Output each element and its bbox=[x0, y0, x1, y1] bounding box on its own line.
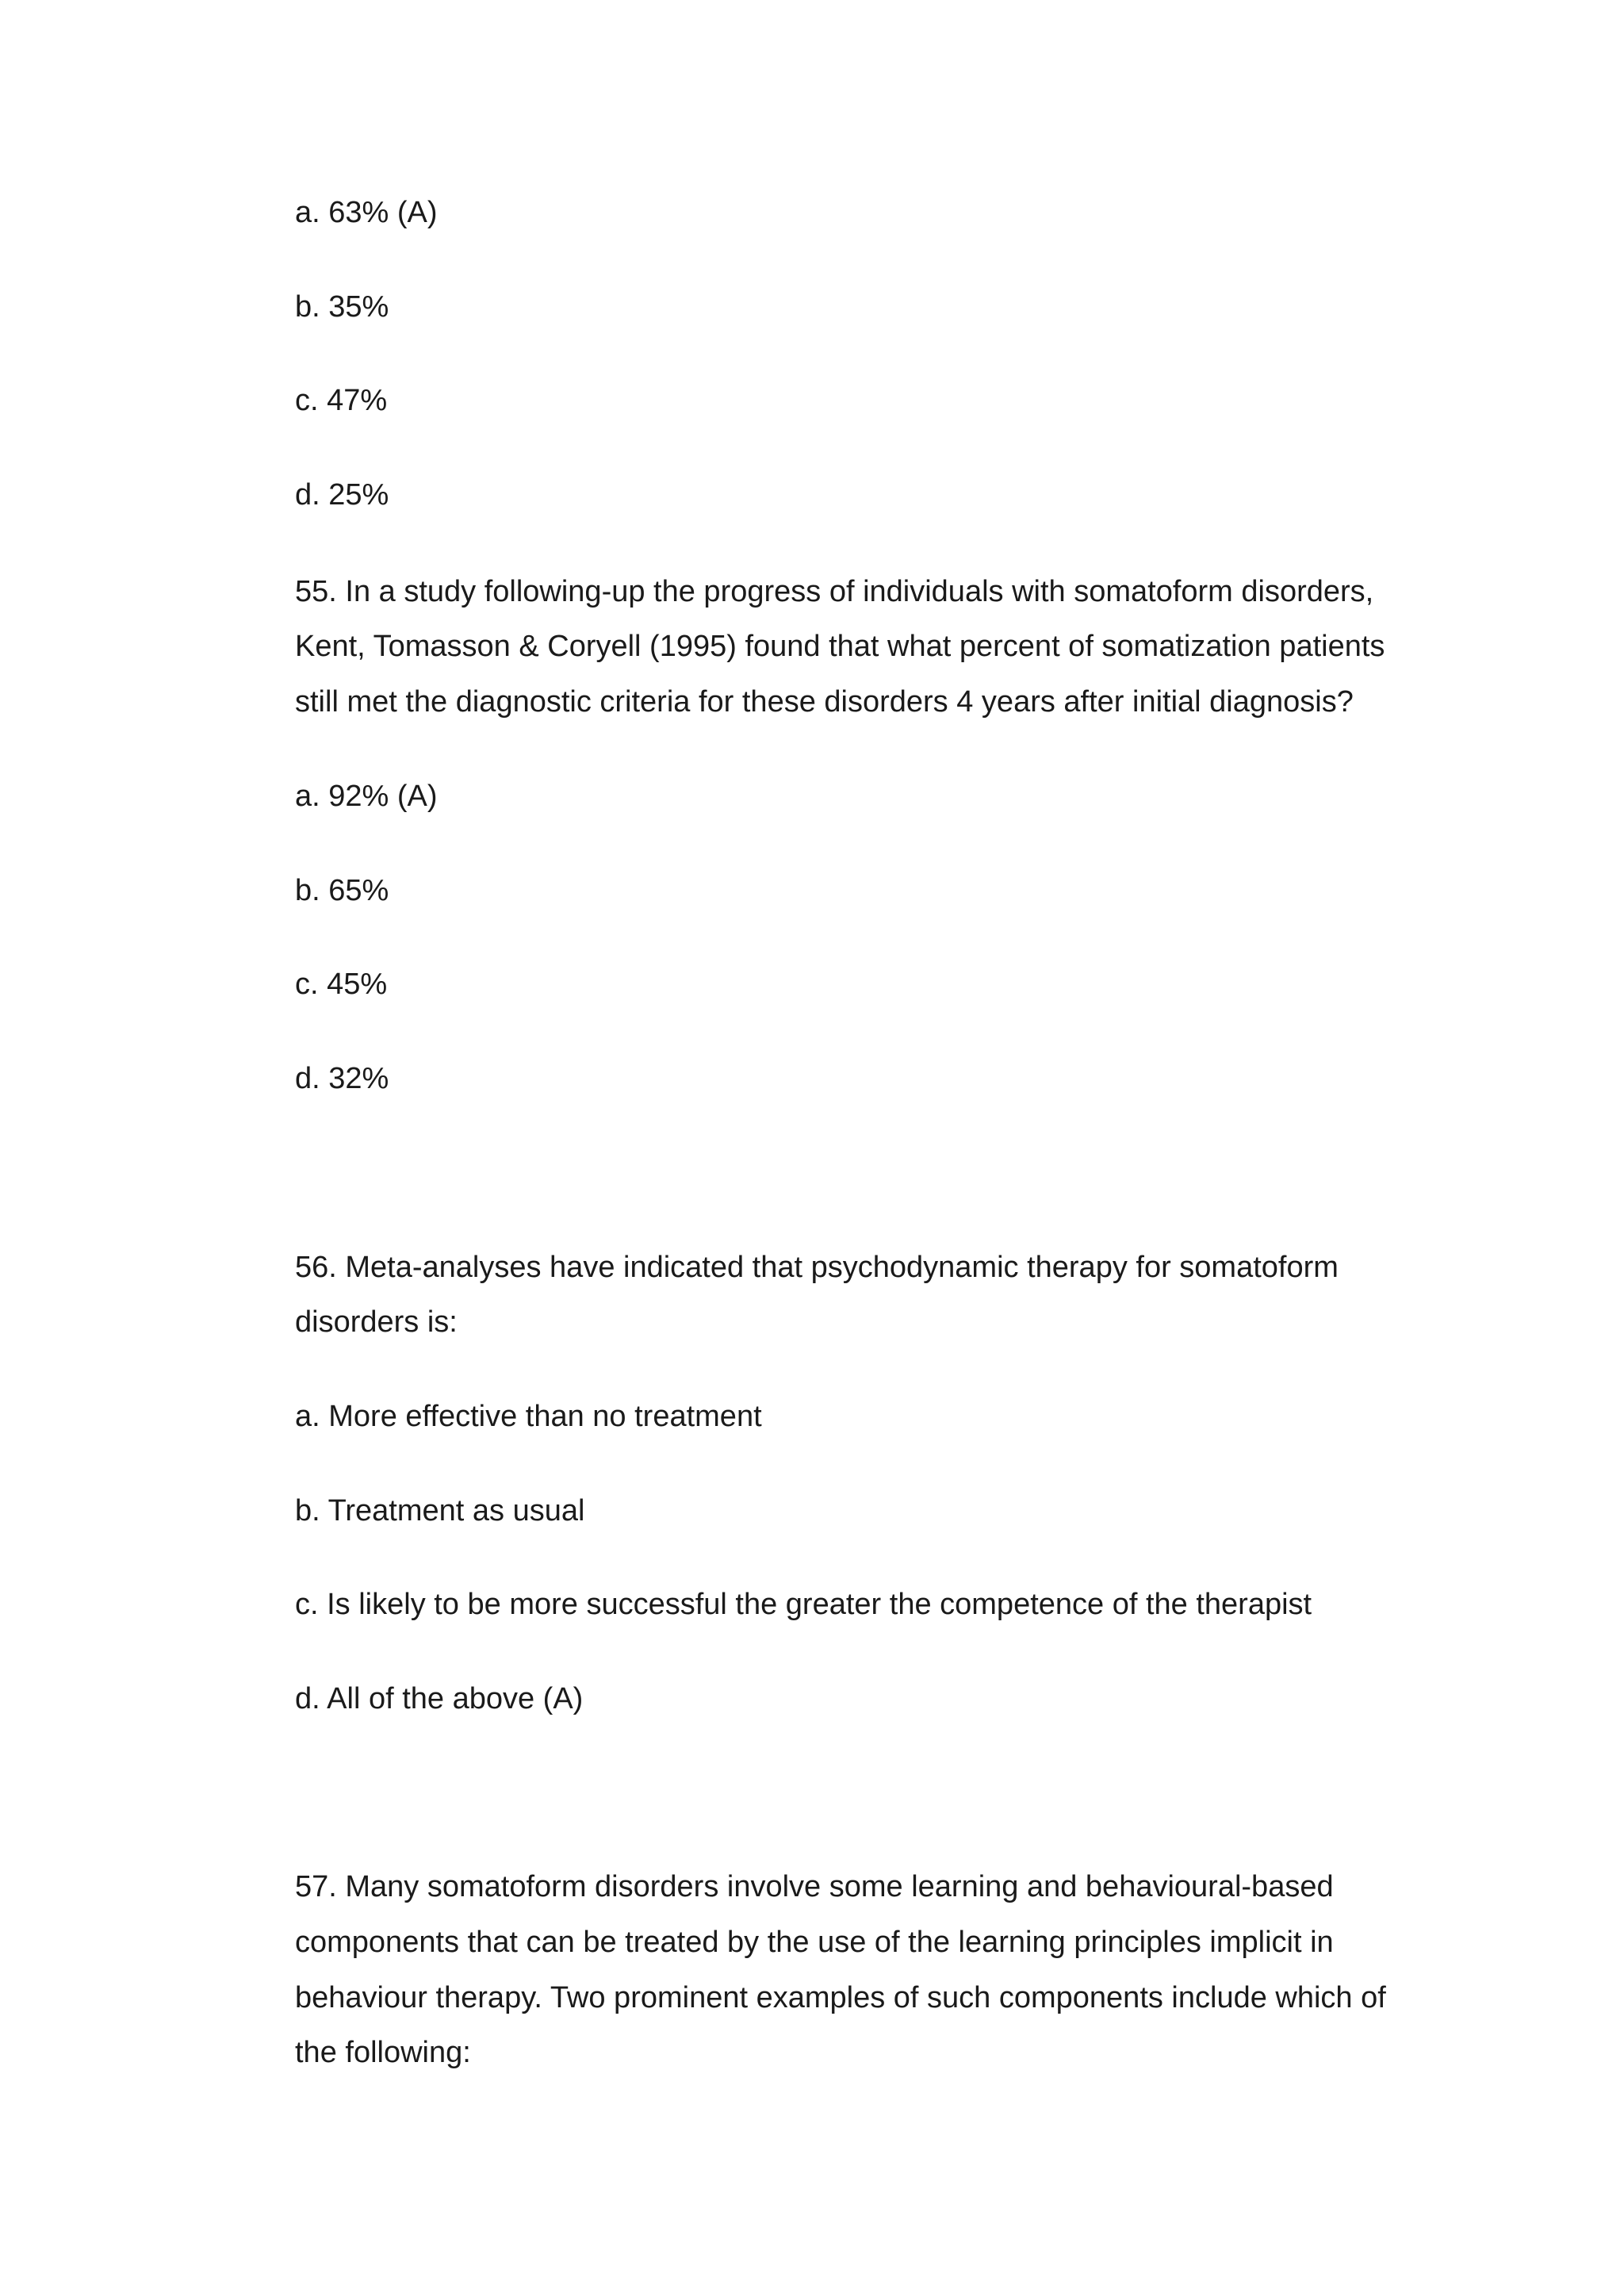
q55-option-c: c. 45% bbox=[295, 968, 388, 1001]
q55-option-a: a. 92% (A) bbox=[295, 780, 438, 813]
q54-option-a: a. 63% (A) bbox=[295, 196, 438, 229]
q56-option-c: c. Is likely to be more successful the greater the competence of the therapist bbox=[295, 1588, 1312, 1621]
q55-stem-line-1: 55. In a study following-up the progress of individuals with somatoform disorders, bbox=[295, 575, 1374, 608]
q54-option-b: b. 35% bbox=[295, 290, 389, 324]
q57-stem-line-3: behaviour therapy. Two prominent examples of such components include which of bbox=[295, 1981, 1386, 2014]
q54-option-c: c. 47% bbox=[295, 384, 388, 417]
q55-option-b: b. 65% bbox=[295, 874, 389, 907]
q56-option-b: b. Treatment as usual bbox=[295, 1494, 585, 1527]
q57-stem-line-1: 57. Many somatoform disorders involve some learning and behavioural-based bbox=[295, 1870, 1334, 1903]
q54-option-d: d. 25% bbox=[295, 478, 389, 512]
q55-stem-line-2: Kent, Tomasson & Coryell (1995) found that what percent of somatization patients bbox=[295, 630, 1385, 663]
q56-stem-line-1: 56. Meta-analyses have indicated that psychodynamic therapy for somatoform bbox=[295, 1251, 1339, 1284]
q55-stem-line-3: still met the diagnostic criteria for these disorders 4 years after initial diagnosis? bbox=[295, 685, 1354, 719]
q56-option-a: a. More effective than no treatment bbox=[295, 1400, 762, 1433]
q56-stem-line-2: disorders is: bbox=[295, 1305, 458, 1339]
q55-option-d: d. 32% bbox=[295, 1062, 389, 1095]
q57-stem-line-2: components that can be treated by the use of the learning principles implicit in bbox=[295, 1926, 1334, 1959]
q57-stem-line-4: the following: bbox=[295, 2036, 471, 2069]
q56-option-d: d. All of the above (A) bbox=[295, 1682, 584, 1715]
